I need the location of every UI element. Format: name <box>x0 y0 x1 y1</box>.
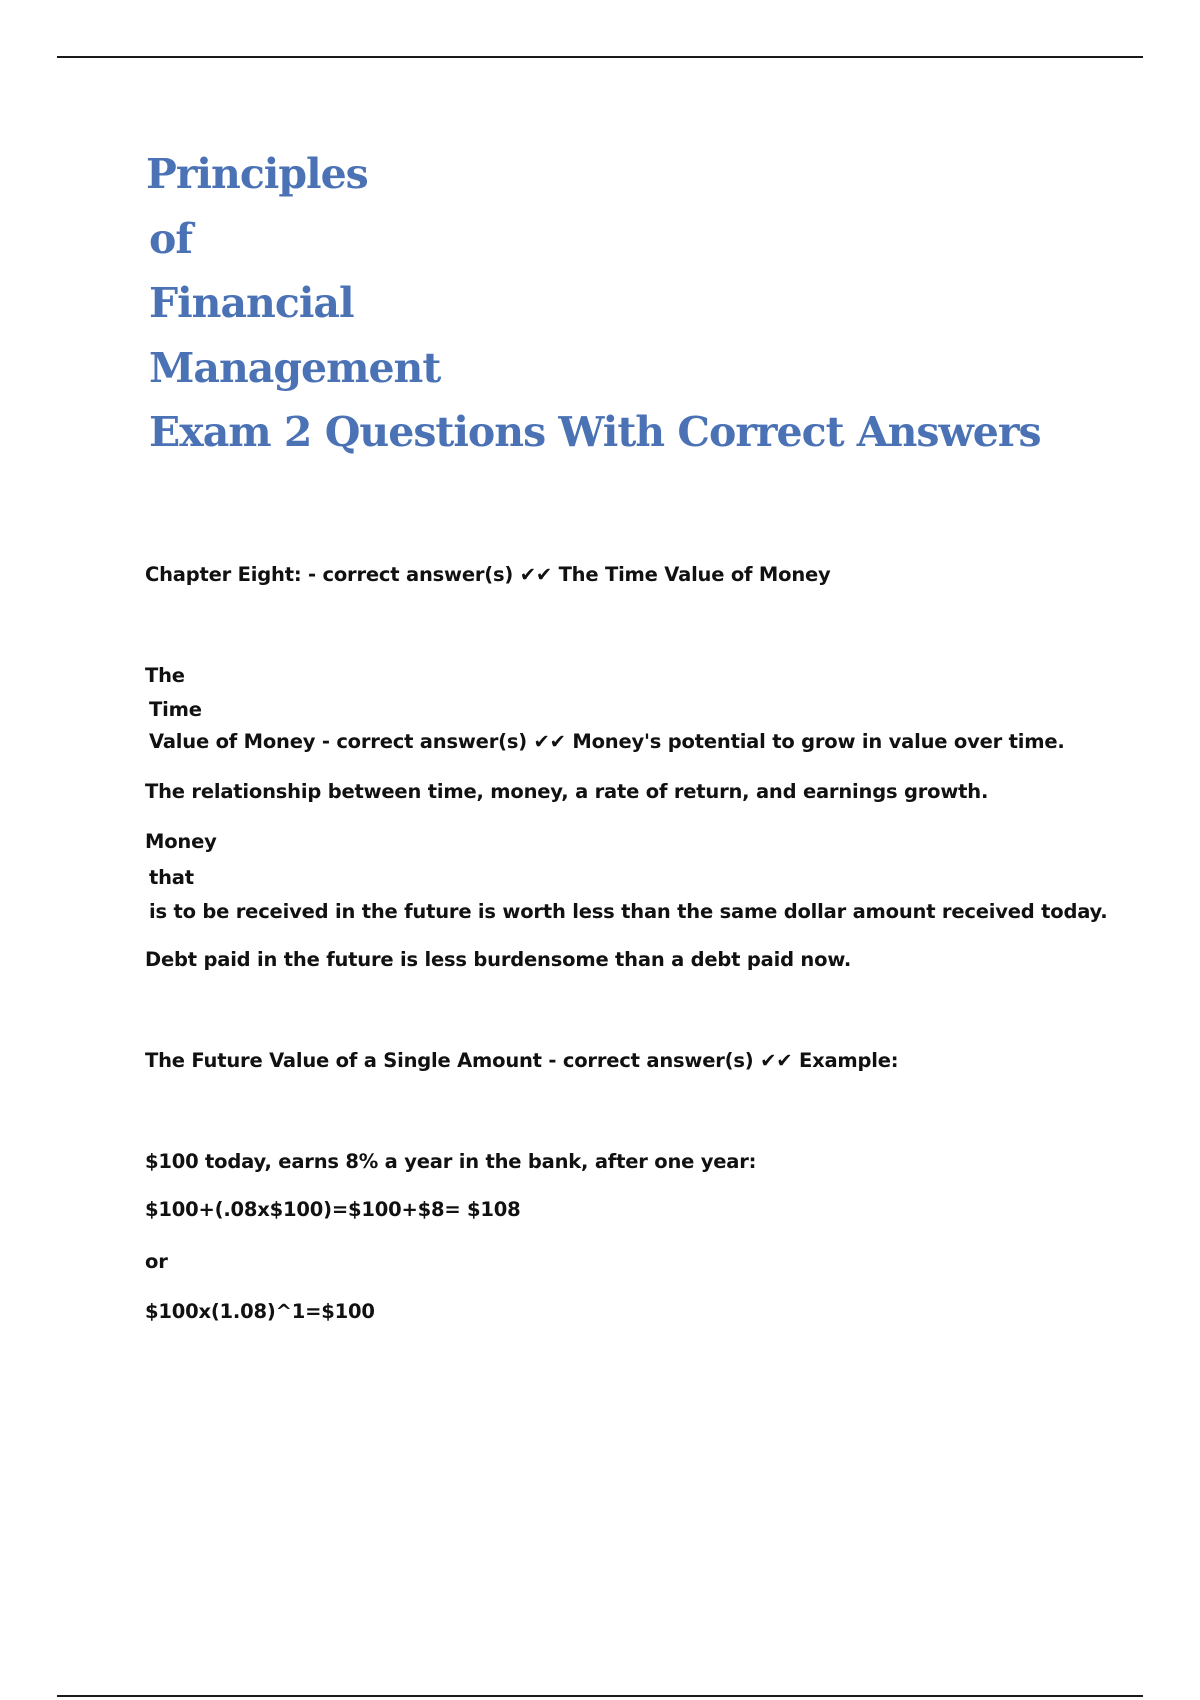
bottom-rule <box>57 1695 1143 1697</box>
title-line-3: Financial <box>149 279 354 327</box>
tvm-line-6: that <box>149 866 194 889</box>
top-rule <box>57 56 1143 58</box>
chapter-heading: Chapter Eight: - correct answer(s) ✔✔ The Time Value of Money <box>145 563 831 586</box>
title-line-5: Exam 2 Questions With Correct Answers <box>149 408 1041 456</box>
title-line-2: of <box>149 214 192 263</box>
tvm-line-5: Money <box>145 830 217 853</box>
document-title <box>146 142 1041 465</box>
tvm-line-1: The <box>145 664 185 687</box>
tvm-line-7: is to be received in the future is worth less than the same dollar amount received today. <box>149 900 1108 923</box>
tvm-line-3: Value of Money - correct answer(s) ✔✔ Money's potential to grow in value over time. <box>149 730 1065 753</box>
tvm-line-2: Time <box>149 698 202 721</box>
fv-line-3: or <box>145 1250 168 1273</box>
title-line-1: Principles <box>146 150 368 198</box>
fv-line-2: $100+(.08x$100)=$100+$8= $108 <box>145 1198 521 1221</box>
tvm-line-4: The relationship between time, money, a rate of return, and earnings growth. <box>145 780 989 803</box>
fv-line-4: $100x(1.08)^1=$100 <box>145 1300 375 1323</box>
fv-line-1: $100 today, earns 8% a year in the bank, after one year: <box>145 1150 757 1173</box>
tvm-line-8: Debt paid in the future is less burdensome than a debt paid now. <box>145 948 852 971</box>
title-line-4: Management <box>149 343 441 392</box>
fv-heading: The Future Value of a Single Amount - correct answer(s) ✔✔ Example: <box>145 1049 899 1072</box>
